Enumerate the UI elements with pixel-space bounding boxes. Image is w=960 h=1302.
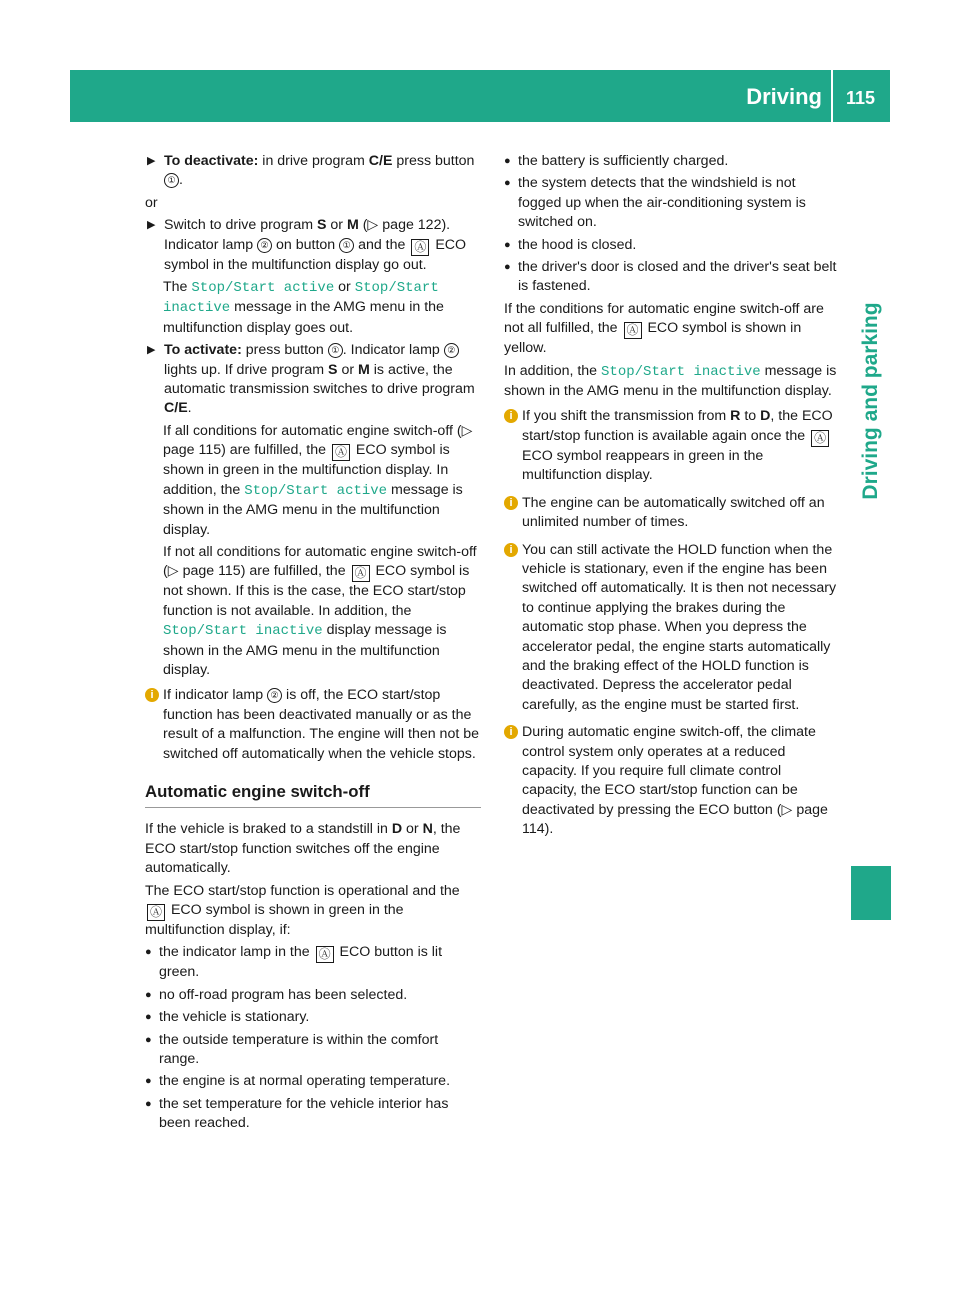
- bullet-icon: ●: [145, 1011, 152, 1024]
- display-message-code: Stop/Start inactive: [163, 280, 439, 317]
- info-note-hold: i You can still activate the HOLD function when the vehicle is stationary, even if the engine has been switched off automatically. It is then not necessary to continue applying the brakes during the automatic stop phase. When you depress the accelerator pedal, the engine starts automatically and the braking effect of the HOLD function is deactivated. Depress the accelerator pedal carefully, as the engine must be started first.: [504, 541, 840, 716]
- page-number: 115: [846, 88, 876, 108]
- list-item: ● the vehicle is stationary.: [145, 1008, 481, 1027]
- list-item: ● the driver's door is closed and the driver's seat belt is fastened.: [504, 259, 837, 295]
- bullet-icon: ●: [145, 946, 152, 959]
- bullet-icon: ●: [504, 177, 511, 190]
- header-divider: [831, 70, 833, 122]
- eco-symbol-icon: Ⓐ: [411, 239, 429, 256]
- list-item: ● the outside temperature is within the comfort range.: [145, 1031, 439, 1068]
- callout-2-icon: ②: [444, 343, 459, 358]
- info-icon: i: [504, 409, 518, 423]
- section-heading: Automatic engine switch-off: [145, 781, 370, 801]
- callout-1-icon: ①: [328, 343, 343, 358]
- eco-symbol-icon: Ⓐ: [811, 430, 829, 447]
- info-note-climate: i During automatic engine switch-off, the climate control system only operates at a reduced capacity. If you require full climate control capacity, the ECO start/stop function can be deactivated by pressing the ECO button (▷ page 114).: [504, 723, 840, 839]
- left-column: [145, 152, 481, 1137]
- right-column: [504, 152, 840, 848]
- bullet-icon: ●: [504, 261, 511, 274]
- display-message-code: Stop/Start active: [191, 280, 335, 297]
- message-goes-out: The Stop/Start active or Stop/Start inactive message in the AMG menu in the multifunction display goes out.: [163, 279, 444, 336]
- instruction-switch-program: ▶ Switch to drive program S or M (▷ page 122). Indicator lamp ② on button ① and the Ⓐ ECO symbol in the multifunction display go out.: [147, 217, 467, 273]
- bullet-icon: ●: [145, 988, 152, 1001]
- list-item: ● the engine is at normal operating temperature.: [145, 1072, 481, 1091]
- callout-1-icon: ①: [339, 238, 354, 253]
- step-arrow-icon: ▶: [147, 344, 156, 357]
- step-arrow-icon: ▶: [147, 155, 156, 167]
- callout-2-icon: ②: [267, 688, 282, 703]
- eco-symbol-icon: Ⓐ: [316, 946, 334, 963]
- paragraph-operational: The ECO start/stop function is operational and the Ⓐ ECO symbol is shown in green in the multifunction display, if:: [145, 882, 460, 938]
- eco-symbol-icon: Ⓐ: [624, 322, 642, 339]
- step-arrow-icon: ▶: [147, 219, 156, 232]
- eco-symbol-icon: Ⓐ: [147, 904, 165, 921]
- paragraph-all-conditions: If all conditions for automatic engine switch-off (▷ page 115) are fulfilled, the Ⓐ ECO symbol is shown in green in the multifunction display. In addition, the Stop/Start active message is shown in the AMG menu in the multifunction display.: [163, 422, 473, 538]
- side-chapter-label: Driving and parking: [859, 302, 882, 500]
- bullet-icon: ●: [504, 238, 511, 251]
- list-item: ● the hood is closed.: [504, 236, 840, 255]
- info-note-shift: i If you shift the transmission from R to D, the ECO start/stop function is available again once the Ⓐ ECO symbol reappears in green in the multifunction display.: [504, 407, 840, 485]
- activate-label: To activate:: [164, 342, 242, 359]
- paragraph-not-all-conditions: If not all conditions for automatic engine switch-off (▷ page 115) are fulfilled, the Ⓐ ECO symbol is not shown. If this is the case, the ECO start/stop function is not available. In addition, the Stop/Start inactive display message is shown in the AMG menu in the multifunction display.: [163, 543, 477, 678]
- paragraph-in-addition: In addition, the Stop/Start inactive message is shown in the AMG menu in the multifunction display.: [504, 362, 837, 400]
- chapter-title: Driving: [746, 84, 822, 109]
- eco-symbol-icon: Ⓐ: [352, 565, 370, 582]
- list-item: ● the indicator lamp in the Ⓐ ECO button is lit green.: [145, 944, 443, 981]
- bullet-icon: ●: [145, 1075, 152, 1088]
- info-icon: i: [145, 688, 159, 702]
- deactivate-label: To deactivate:: [164, 153, 259, 169]
- info-icon: i: [504, 496, 518, 510]
- display-message-code: Stop/Start inactive: [601, 363, 761, 380]
- info-note-unlimited: i The engine can be automatically switched off an unlimited number of times.: [504, 494, 840, 533]
- eco-symbol-icon: Ⓐ: [332, 444, 350, 461]
- list-item: ● the battery is sufficiently charged.: [504, 152, 840, 171]
- section-divider: [145, 807, 481, 808]
- thumb-index-marker: [851, 866, 891, 920]
- list-item: ● no off-road program has been selected.: [145, 986, 481, 1005]
- page-reference: (▷ page 122).: [358, 217, 451, 234]
- callout-1-icon: ①: [164, 173, 179, 188]
- bullet-icon: ●: [145, 1097, 152, 1110]
- list-item: ● the system detects that the windshield is not fogged up when the air-conditioning system is switched on.: [504, 175, 806, 231]
- bullet-icon: ●: [145, 1033, 152, 1046]
- paragraph-braked: If the vehicle is braked to a standstill in D or N, the ECO start/stop function switches off the engine automatically.: [145, 821, 461, 877]
- list-item: ● the set temperature for the vehicle interior has been reached.: [145, 1095, 449, 1132]
- instruction-activate: ▶ To activate: press button ① . Indicator lamp ② lights up. If drive program S or M is active, the automatic transmission switches to drive program C/E.: [147, 342, 475, 417]
- callout-2-icon: ②: [257, 238, 272, 253]
- info-note-indicator-off: i If indicator lamp ② is off, the ECO start/stop function has been deactivated manually or as the result of a malfunction. The engine will then not be switched off automatically when the vehicle stops.: [145, 686, 481, 764]
- or-text: or: [145, 194, 158, 211]
- bullet-icon: ●: [504, 155, 511, 167]
- display-message-code: Stop/Start active: [244, 482, 388, 499]
- info-icon: i: [504, 725, 518, 739]
- instruction-deactivate: ▶ To deactivate: in drive program C/E press button ① .: [147, 153, 475, 189]
- display-message-code: Stop/Start inactive: [163, 623, 323, 640]
- paragraph-not-fulfilled: If the conditions for automatic engine switch-off are not all fulfilled, the Ⓐ ECO symbol is shown in yellow.: [504, 300, 824, 357]
- info-icon: i: [504, 543, 518, 557]
